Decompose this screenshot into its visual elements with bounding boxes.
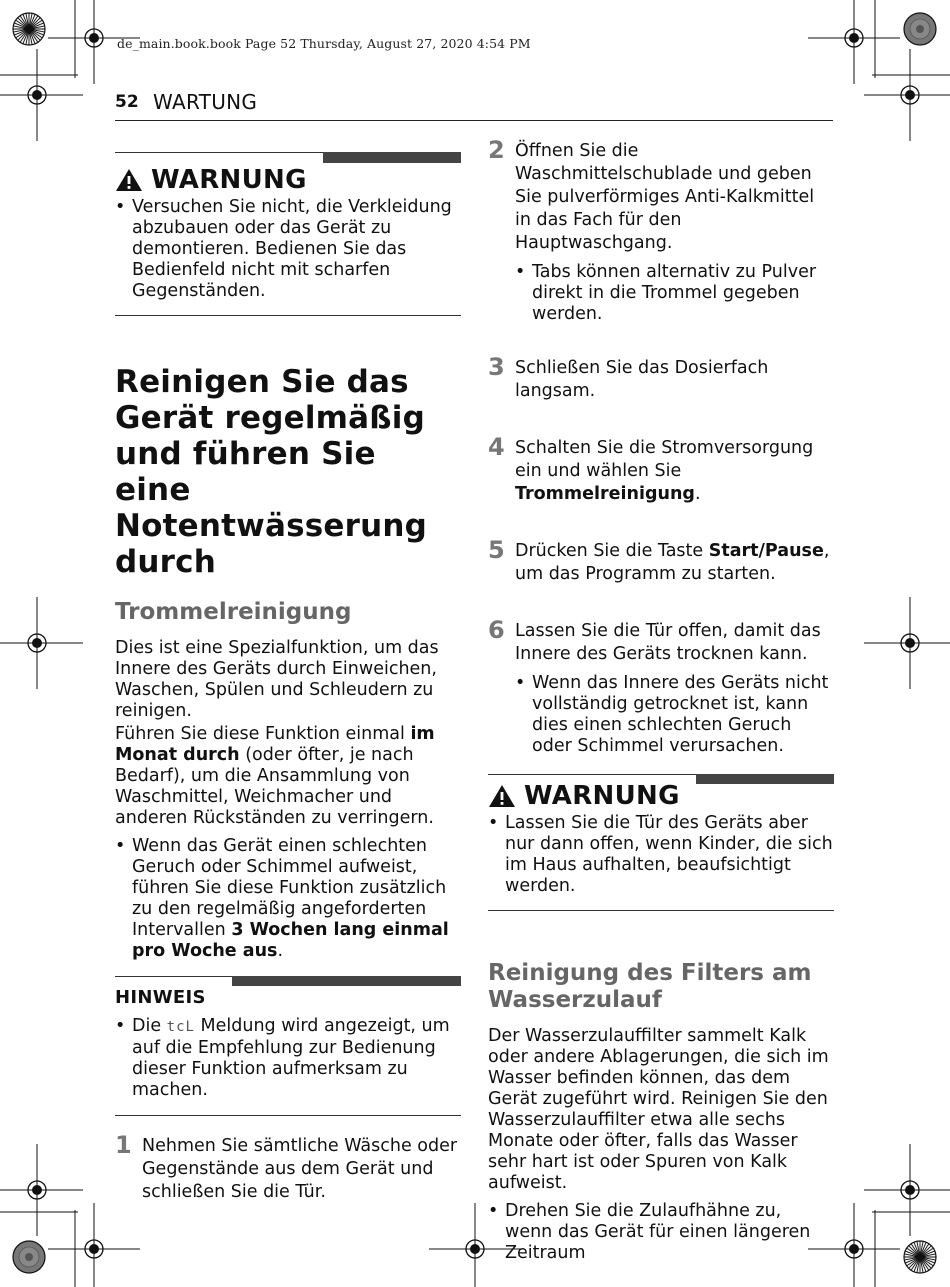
warning-triangle-icon — [115, 168, 143, 192]
step-number: 5 — [488, 536, 505, 564]
step-text: Öffnen Sie die Waschmittelschublade und geben Sie pulverförmiges Anti-Kalkmittel in das Fach für den Hauptwaschgang. — [515, 141, 815, 253]
star-target-icon — [13, 1241, 45, 1273]
page-number: 52 — [115, 92, 139, 112]
registration-mark-icon — [808, 0, 900, 84]
step-2 — [488, 136, 834, 325]
section-title: Reinigen Sie das Gerät regelmäßig und führen Sie eine Notentwässerung durch — [115, 364, 428, 580]
step-5 — [488, 536, 834, 586]
step-number: 1 — [115, 1131, 132, 1159]
registration-mark-icon — [48, 1203, 140, 1287]
drum-paragraph-2: Führen Sie diese Funktion einmal im Monat durch (oder öfter, je nach Bedarf), um die Ansammlung von Waschmittel, Weichmacher und anderen Rückständen zu verringern. — [115, 724, 435, 828]
registration-mark-icon — [864, 597, 950, 689]
warning-title: WARNUNG — [524, 781, 680, 811]
step-bullet: • Wenn das Innere des Geräts nicht vollständig getrocknet ist, kann dies einen schlechten Geruch oder Schimmel verursachen. — [515, 673, 834, 757]
section-header: WARTUNG — [153, 90, 258, 114]
step-bullet: • Tabs können alternativ zu Pulver direkt in die Trommel gegeben werden. — [515, 262, 834, 325]
filter-heading: Reinigung des Filters am Wasserzulauf — [488, 960, 812, 1013]
star-target-icon — [904, 13, 936, 45]
warning-title: WARNUNG — [151, 165, 307, 195]
registration-mark-icon — [864, 1144, 950, 1236]
step-number: 3 — [488, 353, 505, 381]
note-title: HINWEIS — [115, 987, 206, 1008]
drum-bullet: • Wenn das Gerät einen schlechten Geruch oder Schimmel aufweist, führen Sie diese Funktion zusätzlich zu den regelmäßig angeforderten Intervallen 3 Wochen lang einmal pro Woche aus. — [115, 836, 461, 962]
step-text: Schalten Sie die Stromversorgung ein und wählen Sie Trommelreinigung. — [515, 438, 814, 504]
step-1 — [115, 1131, 461, 1204]
print-slug: de_main.book.book Page 52 Thursday, August 27, 2020 4:54 PM — [117, 36, 531, 51]
step-3 — [488, 353, 834, 403]
warning-item: • Lassen Sie die Tür des Geräts aber nur dann offen, wenn Kinder, die sich im Haus aufhalten, beaufsichtigt werden. — [488, 813, 834, 897]
warning-item: • Versuchen Sie nicht, die Verkleidung abzubauen oder das Gerät zu demontieren. Bedienen Sie das Bedienfeld nicht mit scharfen Gegenständen. — [115, 197, 461, 302]
filter-paragraph: Der Wasserzulauffilter sammelt Kalk oder andere Ablagerungen, die sich im Wasser befinden können, das dem Gerät zugeführt wird. Reinigen Sie den Wasserzulauffilter etwa alle sechs Monate oder öfter, falls das Wasser sehr hart ist oder Spuren von Kalk aufweist. — [488, 1026, 829, 1193]
drum-paragraph-1: Dies ist eine Spezialfunktion, um das Innere des Geräts durch Einweichen, Waschen, Spülen und Schleudern zu reinigen. — [115, 638, 439, 721]
registration-mark-icon — [864, 49, 950, 141]
registration-mark-icon — [0, 597, 83, 689]
step-text: Nehmen Sie sämtliche Wäsche oder Gegenstände aus dem Gerät und schließen Sie die Tür. — [142, 1136, 458, 1202]
warning-box — [115, 152, 461, 316]
step-4 — [488, 433, 834, 506]
tcl-code: tcL — [166, 1019, 195, 1035]
step-text: Drücken Sie die Taste Start/Pause, um das Programm zu starten. — [515, 541, 830, 584]
filter-bullet: • Drehen Sie die Zulaufhähne zu, wenn das Gerät für einen längeren Zeitraum — [488, 1201, 834, 1264]
drum-cleaning-heading: Trommelreinigung — [115, 599, 352, 625]
registration-mark-icon — [0, 1144, 83, 1236]
step-number: 2 — [488, 136, 505, 164]
note-box — [115, 976, 461, 1116]
star-target-icon — [904, 1241, 936, 1273]
warning-box — [488, 774, 834, 911]
right-column — [488, 136, 834, 1264]
registration-mark-icon — [0, 49, 83, 141]
step-number: 4 — [488, 433, 505, 461]
step-text: Schließen Sie das Dosierfach langsam. — [515, 358, 769, 401]
star-target-icon — [13, 13, 45, 45]
step-number: 6 — [488, 616, 505, 644]
step-text: Lassen Sie die Tür offen, damit das Innere des Geräts trocknen kann. — [515, 621, 821, 664]
warning-triangle-icon — [488, 784, 516, 808]
step-6 — [488, 616, 834, 757]
running-header — [115, 90, 833, 121]
left-column — [115, 152, 461, 1204]
note-item: • Die tcL Meldung wird angezeigt, um auf die Empfehlung zur Bedienung dieser Funktion aufmerksam zu machen. — [115, 1016, 461, 1101]
